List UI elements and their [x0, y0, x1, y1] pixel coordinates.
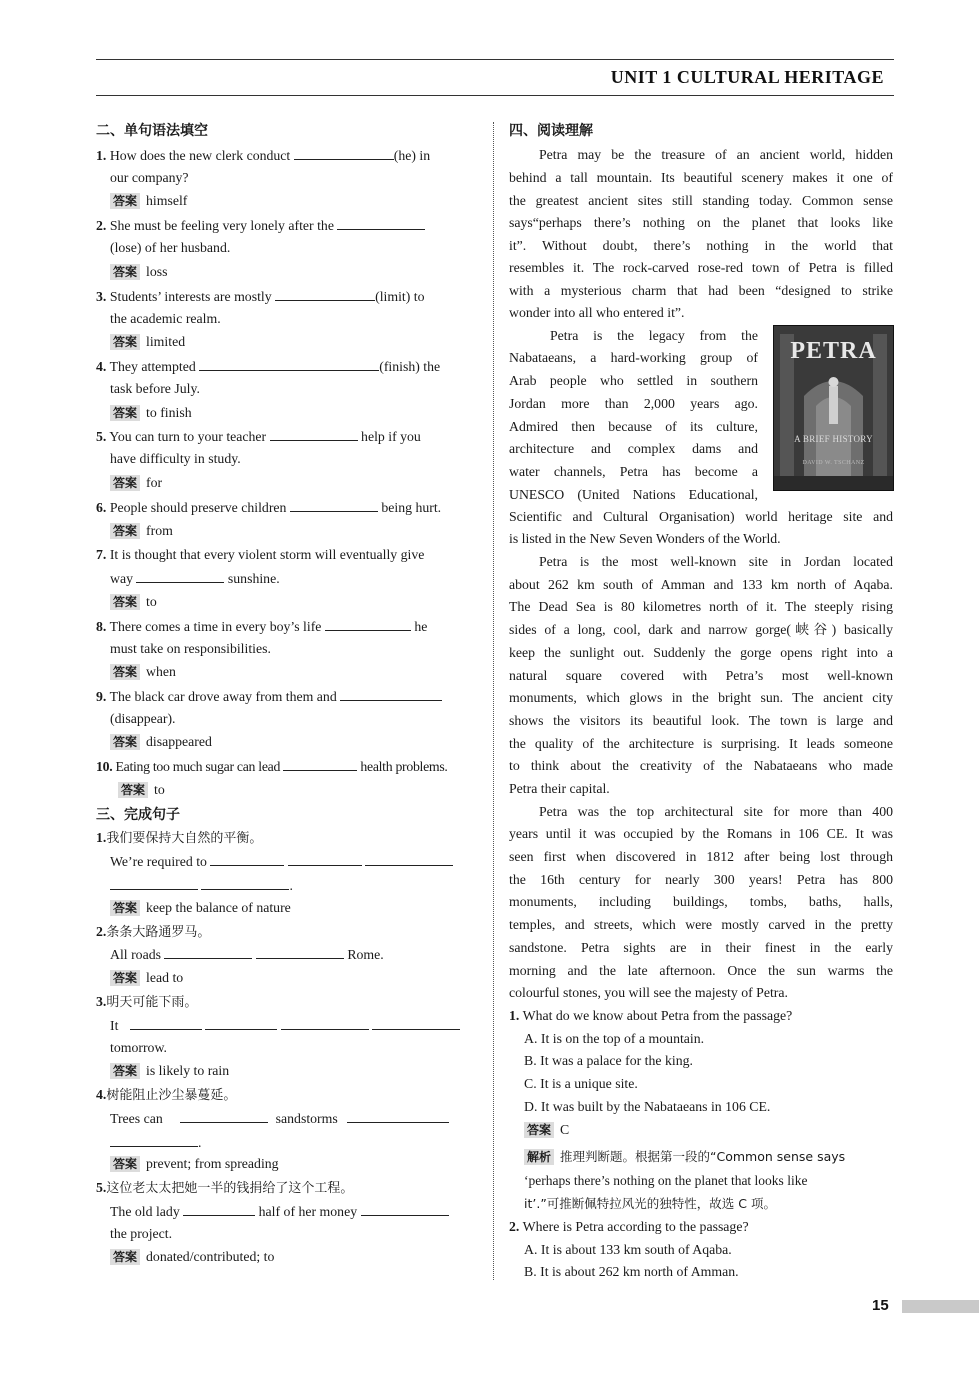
question-number: 1. [509, 1008, 520, 1023]
question-text-after: help if you [361, 429, 421, 444]
answer-badge: 答案 [110, 664, 140, 680]
s3-q4-answer [110, 1155, 279, 1173]
s2-q7-answer [110, 593, 157, 611]
s2-q9-line1 [96, 687, 442, 706]
paragraph-line: architecture and complex dams and [509, 441, 758, 456]
question-text: Eating too much sugar can lead [115, 759, 281, 774]
answer-badge: 答案 [110, 523, 140, 539]
sentence-end: . [198, 1135, 202, 1150]
s2-q4-line2: task before July. [110, 381, 200, 396]
s3-q5-answer [110, 1248, 274, 1266]
s2-q2-answer [110, 263, 168, 281]
answer-badge: 答案 [110, 1156, 140, 1172]
s3-q4-cn [96, 1086, 236, 1105]
s2-q8-line2: must take on responsibilities. [110, 641, 271, 656]
question-hint: (limit) to [375, 289, 425, 304]
question-hint: (finish) the [379, 359, 441, 374]
answer-blank[interactable] [281, 1016, 369, 1030]
s3-q1-line1 [110, 852, 453, 871]
s2-q4-line1 [96, 357, 440, 376]
answer-text: is likely to rain [146, 1063, 230, 1078]
answer-blank[interactable] [290, 498, 378, 512]
question-number: 1. [96, 148, 107, 163]
paragraph-line: Scientific and Cultural Organisation) world heritage site and [509, 509, 893, 524]
question-number: 4. [96, 359, 107, 374]
question-text-mid: half of her money [258, 1204, 358, 1219]
answer-text: prevent; from spreading [146, 1156, 279, 1171]
s3-q1-answer [110, 899, 291, 917]
question-number: 10. [96, 759, 113, 774]
answer-badge: 答案 [110, 334, 140, 350]
paragraph-line: UNESCO (United Nations Educational, [509, 487, 758, 502]
rq1-analysis-line3 [524, 1195, 776, 1213]
question-text: Students’ interests are mostly [109, 289, 272, 304]
question-number: 3. [96, 289, 107, 304]
book-title: PETRA [790, 338, 877, 364]
paragraph-line: Arab people who settled in southern [509, 373, 758, 388]
answer-blank[interactable] [201, 876, 289, 890]
paragraph-line: Petra is the most well-known site in Jordan located [539, 554, 893, 569]
paragraph-line: says“perhaps there’s nothing on the planet that looks like [509, 215, 893, 230]
s2-q1-answer [110, 192, 187, 210]
question-text: The old lady [110, 1204, 180, 1219]
s2-q7-line1 [96, 546, 424, 564]
paragraph-line: to think about the creativity of the Nabataeans who made [509, 758, 893, 773]
s3-q1-cn [96, 829, 262, 848]
question-text: We’re required to [110, 854, 207, 869]
answer-text: disappeared [146, 734, 212, 749]
question-number: 3. [96, 994, 107, 1009]
answer-blank[interactable] [347, 1109, 449, 1123]
s2-q9-line2: (disappear). [110, 711, 176, 726]
answer-blank[interactable] [275, 287, 375, 301]
question-text: Trees can [110, 1111, 163, 1126]
s2-q9-answer [110, 733, 212, 751]
paragraph-line: Petra their capital. [509, 781, 610, 796]
rq1-analysis-line1 [524, 1148, 845, 1166]
answer-blank[interactable] [337, 216, 425, 230]
question-text: People should preserve children [109, 500, 287, 515]
answer-badge: 答案 [110, 1249, 140, 1265]
rq1-option-d[interactable]: D. It was built by the Nabataeans in 106 CE. [524, 1099, 771, 1114]
answer-text: from [146, 523, 173, 538]
question-number: 9. [96, 689, 107, 704]
question-text: The black car drove away from them and [109, 689, 337, 704]
s2-q7-line2 [110, 569, 280, 588]
question-number: 2. [509, 1219, 520, 1234]
rq1-analysis-line2: ‘perhaps there’s nothing on the planet that looks like [524, 1173, 808, 1188]
section4-title: 四、阅读理解 [509, 123, 593, 139]
chinese-prompt: 明天可能下雨。 [106, 995, 198, 1010]
question-number: 1. [96, 830, 107, 845]
s2-q6-line1 [96, 498, 441, 517]
s2-q5-answer [110, 474, 162, 492]
question-text: It [110, 1018, 119, 1033]
paragraph-line: years until it was occupied by the Romans in 106 CE. It was [509, 826, 893, 841]
answer-text: lead to [146, 970, 184, 985]
paragraph-line: seen first when discovered in 1812 after being lost through [509, 849, 893, 864]
page-number-bar [902, 1300, 979, 1313]
s3-q3-answer [110, 1062, 229, 1080]
answer-badge: 答案 [110, 900, 140, 916]
answer-blank[interactable] [183, 1202, 255, 1216]
section3-title: 三、完成句子 [96, 807, 180, 823]
s2-q8-line1 [96, 617, 427, 636]
answer-blank[interactable] [294, 146, 394, 160]
answer-blank[interactable] [110, 1133, 198, 1147]
paragraph-line: Petra may be the treasure of an ancient world, hidden [539, 147, 893, 162]
answer-text: to [154, 782, 165, 797]
answer-blank[interactable] [365, 852, 453, 866]
paragraph-line: the 16th century for nearly 300 years! Petra has 800 [509, 872, 893, 887]
answer-text: when [146, 664, 176, 679]
answer-blank[interactable] [130, 1016, 202, 1030]
question-text: All roads [110, 947, 161, 962]
answer-badge: 答案 [110, 193, 140, 209]
paragraph-line: Petra was the top architectural site for more than 400 [539, 804, 893, 819]
question-number: 8. [96, 619, 107, 634]
question-text: There comes a time in every boy’s life [109, 619, 322, 634]
answer-blank[interactable] [372, 1016, 460, 1030]
question-text-after: sunshine. [227, 571, 280, 586]
answer-blank[interactable] [270, 427, 358, 441]
question-text-after: being hurt. [381, 500, 442, 515]
page-number: 15 [872, 1297, 889, 1314]
s2-q5-line1 [96, 427, 421, 446]
answer-badge: 答案 [110, 475, 140, 491]
s2-q10-answer [118, 781, 165, 799]
paragraph-line: Jordan more than 2,000 years ago. [509, 396, 758, 411]
paragraph-line: the greatest ancient sites still standing today. Common sense [509, 193, 893, 208]
unit-title: UNIT 1 CULTURAL HERITAGE [610, 67, 884, 87]
sentence-end: . [289, 878, 293, 893]
question-text: She must be feeling very lonely after the [109, 218, 334, 233]
answer-badge: 答案 [110, 970, 140, 986]
paragraph-line: with a mysterious charm that had been “designed to strike [509, 283, 893, 298]
question-hint: (he) in [393, 148, 431, 163]
s3-q5-line2: the project. [110, 1226, 173, 1241]
answer-text: keep the balance of nature [146, 900, 291, 915]
question-text: Where is Petra according to the passage? [522, 1219, 749, 1234]
answer-text: limited [146, 334, 186, 349]
s2-q1-line2: our company? [110, 170, 189, 185]
answer-badge: 答案 [110, 1063, 140, 1079]
petra-book-cover-image [773, 325, 894, 491]
answer-blank[interactable] [288, 852, 362, 866]
answer-blank[interactable] [256, 945, 344, 959]
chinese-prompt: 条条大路通罗马。 [106, 925, 211, 940]
question-text: What do we know about Petra from the passage? [522, 1008, 793, 1023]
answer-blank[interactable] [136, 569, 224, 583]
answer-blank[interactable] [164, 945, 252, 959]
answer-badge: 答案 [110, 264, 140, 280]
question-text: It is thought that every violent storm will eventually give [109, 547, 425, 562]
paragraph-line: behind a tall mountain. Its beautiful scenery makes it one of [509, 170, 893, 185]
answer-badge: 答案 [110, 405, 140, 421]
paragraph-line: temples, and streets, which were mostly carved in the pretty [509, 917, 893, 932]
answer-text: donated/contributed; to [146, 1249, 275, 1264]
answer-blank[interactable] [361, 1202, 449, 1216]
answer-blank[interactable] [110, 876, 198, 890]
answer-blank[interactable] [210, 852, 284, 866]
paragraph-line: monuments, which glows in the bright sun. The ancient city [509, 690, 893, 705]
analysis-text: 推理判断题。根据第一段的“Common sense says [560, 1149, 846, 1164]
s3-q2-line1 [110, 945, 384, 964]
header-rule [96, 95, 894, 96]
rq1-stem [509, 1007, 792, 1025]
paragraph-line: about 262 km south of Amman and 133 km north of Aqaba. [509, 577, 893, 592]
paragraph-line: sandstone. Petra sights are in their finest in the early [509, 940, 893, 955]
answer-text: C [560, 1122, 570, 1137]
paragraph-line: Admired then because of its culture, [509, 419, 758, 434]
paragraph-line: The Dead Sea is 80 kilometres north of it. The steeply rising [509, 599, 893, 614]
question-text-mid: sandstorms [275, 1111, 338, 1126]
s2-q8-answer [110, 663, 176, 681]
chinese-prompt: 这位老太太把她一半的钱捐给了这个工程。 [106, 1181, 354, 1196]
paragraph-line: Nabataeans, a hard-working group of [509, 350, 758, 365]
analysis-badge: 解析 [524, 1149, 554, 1165]
answer-blank[interactable] [325, 617, 411, 631]
s2-q3-line2: the academic realm. [110, 311, 221, 326]
paragraph-line: it”. Without doubt, there’s nothing in the world that [509, 238, 893, 253]
s2-q5-line2: have difficulty in study. [110, 451, 241, 466]
paragraph-line: the quality of the architecture is surprising. It leads someone [509, 736, 893, 751]
answer-blank[interactable] [180, 1109, 268, 1123]
book-subtitle: A BRIEF HISTORY [794, 434, 873, 444]
rq2-option-b[interactable]: B. It is about 262 km north of Amman. [524, 1264, 739, 1279]
s2-q1-line1 [96, 146, 430, 165]
answer-text: for [146, 475, 163, 490]
top-rule [96, 59, 894, 60]
question-text-after: health problems. [360, 759, 448, 774]
rq1-option-b[interactable]: B. It was a palace for the king. [524, 1053, 693, 1068]
answer-blank[interactable] [340, 687, 442, 701]
answer-text: loss [146, 264, 168, 279]
question-number: 5. [96, 429, 107, 444]
book-author: DAVID W. TSCHANZ [802, 460, 865, 466]
analysis-text: it’.”可推断佩特拉风光的独特性，故选 C 项。 [524, 1196, 776, 1211]
s3-q3-cn [96, 993, 197, 1012]
s3-q1-line2 [110, 876, 293, 895]
question-number: 7. [96, 547, 107, 562]
paragraph-line: is listed in the New Seven Wonders of the World. [509, 531, 781, 546]
answer-blank[interactable] [199, 357, 379, 371]
rq2-stem [509, 1218, 749, 1236]
answer-blank[interactable] [283, 757, 357, 771]
question-text: How does the new clerk conduct [109, 148, 291, 163]
chinese-prompt: 树能阻止沙尘暴蔓延。 [106, 1088, 237, 1103]
answer-badge: 答案 [524, 1122, 554, 1138]
question-number: 6. [96, 500, 107, 515]
answer-badge: 答案 [110, 734, 140, 750]
paragraph-line: natural square covered with Petra’s most well-known [509, 668, 893, 683]
paragraph-line: sides of a long, cool, dark and narrow gorge(峡谷) basically [509, 622, 893, 637]
question-text-after: Rome. [347, 947, 384, 962]
s2-q2-line2: (lose) of her husband. [110, 240, 231, 255]
question-number: 5. [96, 1180, 107, 1195]
answer-badge: 答案 [110, 594, 140, 610]
s3-q5-cn [96, 1179, 353, 1198]
chinese-prompt: 我们要保持大自然的平衡。 [106, 831, 263, 846]
s2-q6-answer [110, 522, 173, 540]
s3-q5-line1 [110, 1202, 449, 1221]
paragraph-line: Petra is the legacy from the [550, 328, 758, 343]
section2-title: 二、单句语法填空 [96, 123, 208, 139]
question-text: You can turn to your teacher [109, 429, 267, 444]
rq1-option-a[interactable]: A. It is on the top of a mountain. [524, 1031, 705, 1046]
question-text: way [110, 571, 133, 586]
paragraph-line: colourful stones, you will see the majesty of Petra. [509, 985, 788, 1000]
s2-q4-answer [110, 404, 192, 422]
paragraph-line: water channels, Petra has become a [509, 464, 758, 479]
s3-q4-line1 [110, 1109, 449, 1128]
paragraph-line: monuments, including buildings, tombs, baths, halls, [509, 894, 893, 909]
paragraph-line: keep the sunlight out. Suddenly the gorge opens right into a [509, 645, 893, 660]
s3-q3-line1 [110, 1016, 460, 1035]
s2-q2-line1 [96, 216, 425, 235]
s3-q3-line2: tomorrow. [110, 1040, 167, 1055]
paragraph-line: morning and the late afternoon. Once the sun warms the [509, 963, 893, 978]
rq1-option-c[interactable]: C. It is a unique site. [524, 1076, 638, 1091]
s2-q3-line1 [96, 287, 425, 306]
paragraph-line: shows the visitors its beautiful look. The town is large and [509, 713, 893, 728]
answer-text: to [146, 594, 157, 609]
question-text: They attempted [109, 359, 196, 374]
question-number: 2. [96, 218, 107, 233]
question-number: 2. [96, 924, 107, 939]
s3-q2-answer [110, 969, 183, 987]
s3-q2-cn [96, 923, 210, 942]
rq1-answer [524, 1121, 569, 1139]
answer-text: to finish [146, 405, 192, 420]
question-number: 4. [96, 1087, 107, 1102]
paragraph-line: resembles it. The rock-carved rose-red town of Petra is filled [509, 260, 893, 275]
answer-badge: 答案 [118, 782, 148, 798]
rq2-option-a[interactable]: A. It is about 133 km south of Aqaba. [524, 1242, 732, 1257]
paragraph-line: wonder into all who entered it”. [509, 305, 685, 320]
s2-q10-line1 [96, 757, 448, 776]
s3-q4-line2 [110, 1133, 201, 1152]
answer-text: himself [146, 193, 188, 208]
question-text-after: he [414, 619, 428, 634]
answer-blank[interactable] [205, 1016, 277, 1030]
column-divider [493, 122, 494, 1280]
s2-q3-answer [110, 333, 185, 351]
